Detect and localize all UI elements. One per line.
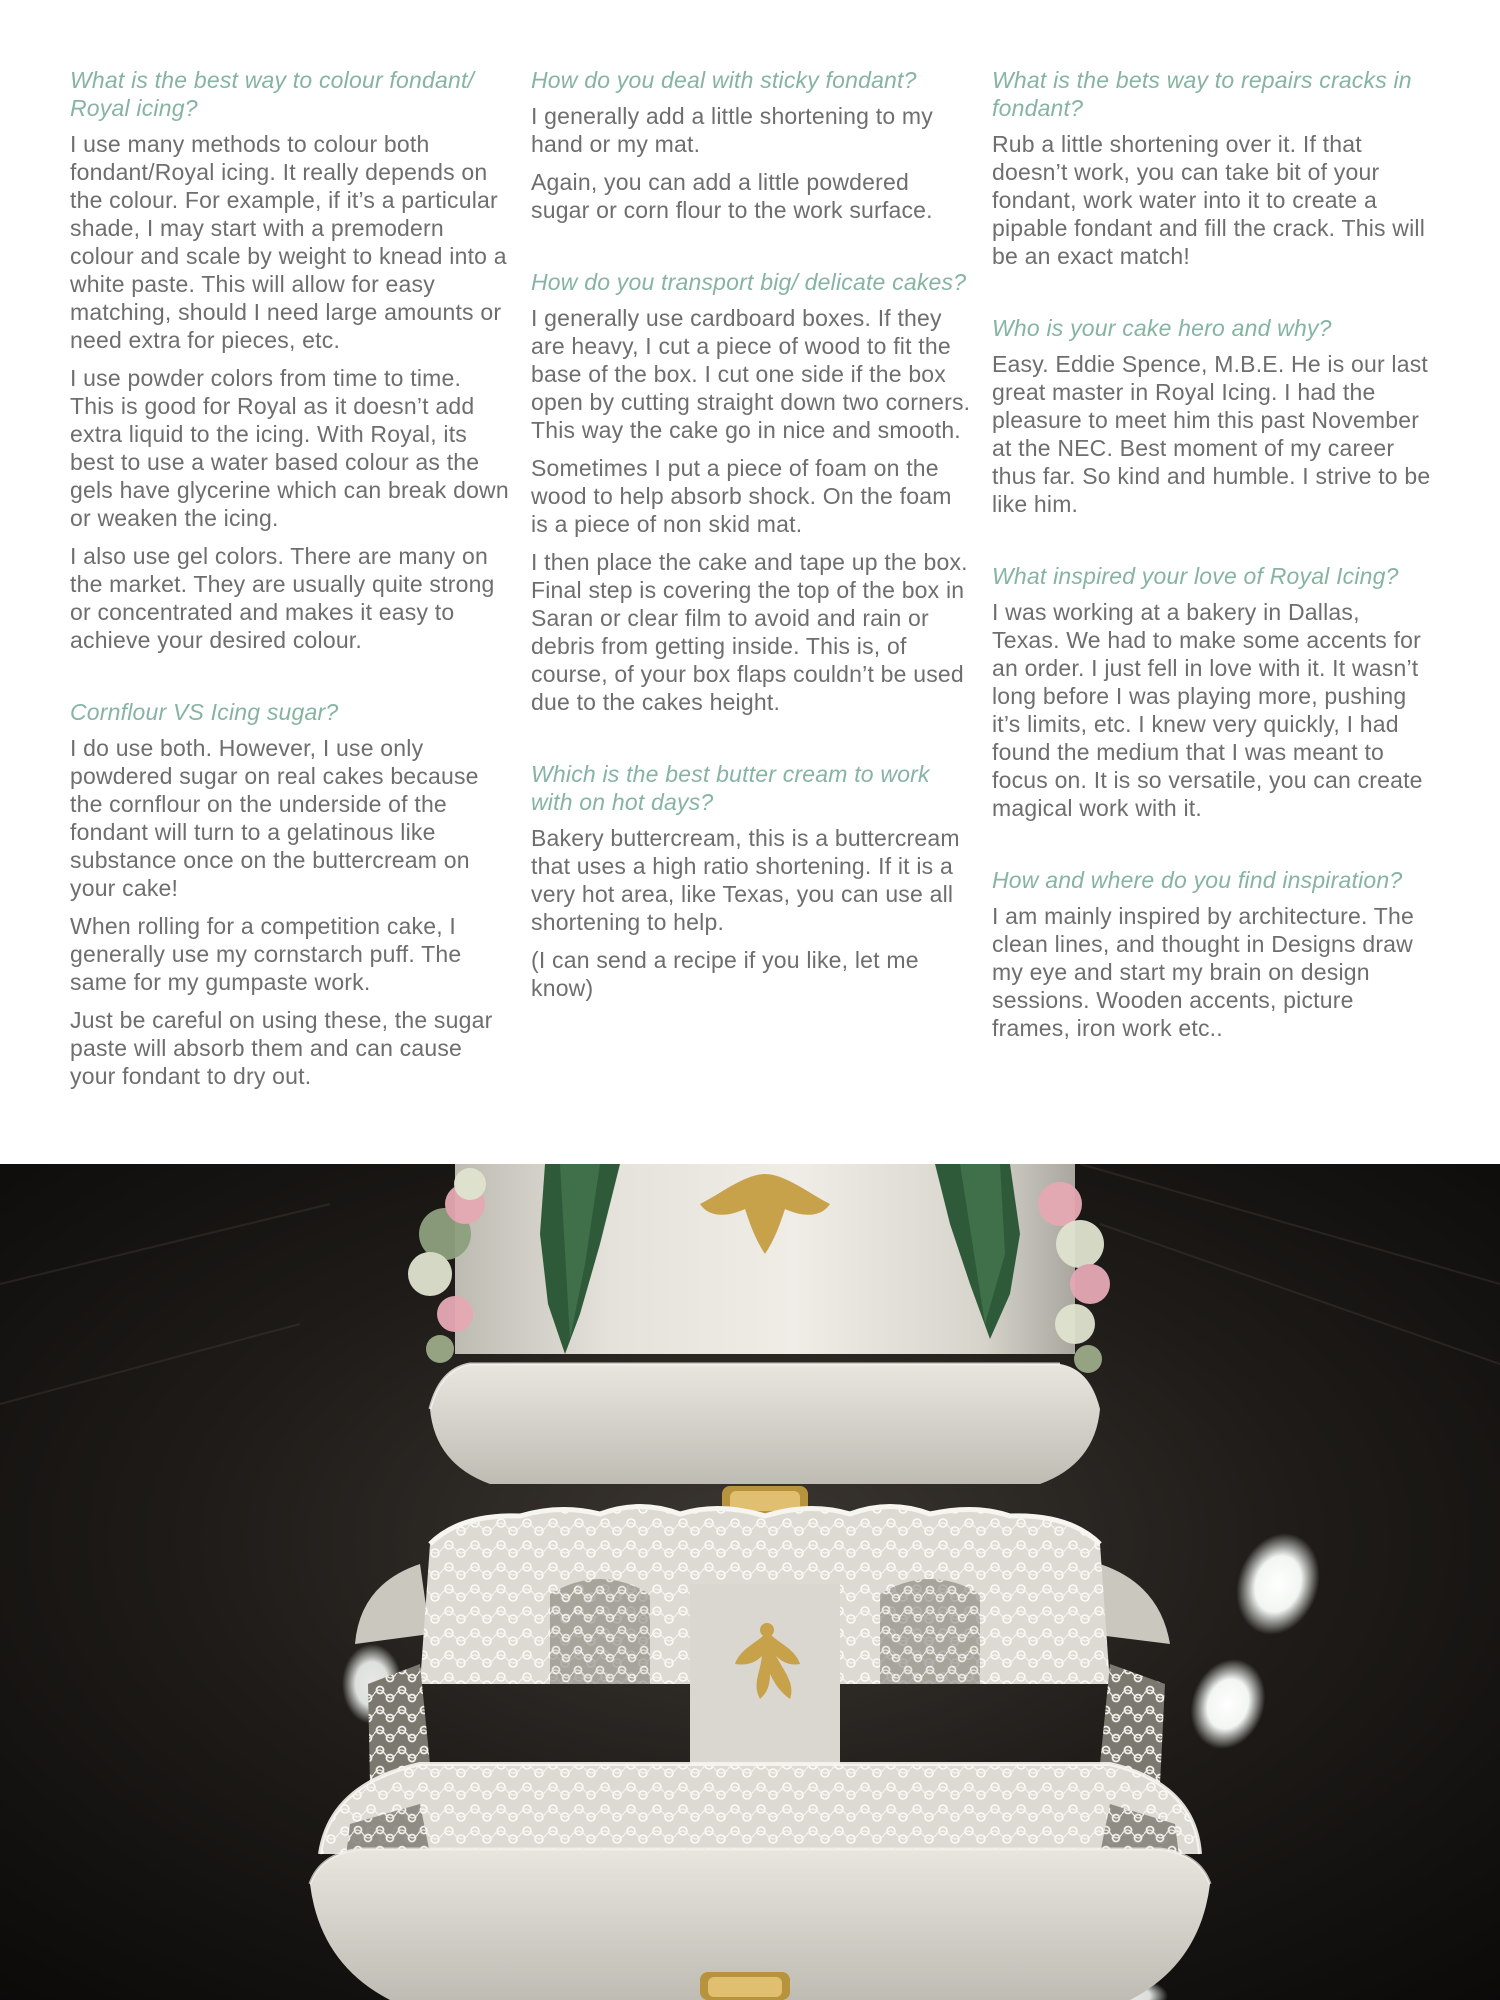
qa-colour-fondant (70, 66, 510, 654)
question-heading: What is the best way to colour fondant/ Royal icing? (70, 67, 475, 121)
answer-paragraph: Bakery buttercream, this is a buttercream that uses a high ratio shortening. If it is a very hot area, like Texas, you can use all shortening to help. (531, 825, 960, 935)
question-heading: How do you deal with sticky fondant? (531, 67, 917, 93)
qa-love-of-royal-icing (992, 562, 1432, 822)
answer-paragraph: Again, you can add a little powdered sugar or corn flour to the work surface. (531, 169, 933, 223)
question-heading: Who is your cake hero and why? (992, 315, 1332, 341)
top-tier (408, 1164, 1110, 1373)
answer-paragraph: Just be careful on using these, the sugar paste will absorb them and can cause your fondant to dry out. (70, 1007, 493, 1089)
question-heading: What is the bets way to repairs cracks in fondant? (992, 67, 1412, 121)
answer-paragraph: Easy. Eddie Spence, M.B.E. He is our last great master in Royal Icing. I had the pleasure to meet him this past November at the NEC. Best moment of my career thus far. So kind and humble. I strive to be like him. (992, 351, 1431, 517)
answer-paragraph: I then place the cake and tape up the box. Final step is covering the top of the box in Saran or clear film to avoid and rain or debris from getting inside. This is, of course, of your box flaps couldn’t be used due to the cakes height. (531, 549, 968, 715)
article-column-3 (992, 66, 1432, 1086)
article-columns (70, 66, 1450, 1146)
article-column-1 (70, 66, 510, 1134)
answer-paragraph: I do use both. However, I use only powdered sugar on real cakes because the cornflour on the underside of the fondant will turn to a gelatinous like substance once on the buttercream on your cake! (70, 735, 479, 901)
cake-illustration (0, 1164, 1500, 2000)
answer-paragraph: I generally use cardboard boxes. If they are heavy, I cut a piece of wood to fit the base of the box. I cut one side if the box open by cutting straight down two corners. This way the cake go in nice and smooth. (531, 305, 971, 443)
article-column-2 (531, 66, 971, 1046)
qa-cornflour-vs-icing-sugar (70, 698, 510, 1090)
question-heading: What inspired your love of Royal Icing? (992, 563, 1399, 589)
question-heading: Cornflour VS Icing sugar? (70, 699, 339, 725)
qa-repair-cracks (992, 66, 1432, 270)
answer-paragraph: When rolling for a competition cake, I generally use my cornstarch puff. The same for my gumpaste work. (70, 913, 462, 995)
qa-buttercream-hot-days (531, 760, 971, 1002)
qa-inspiration (992, 866, 1432, 1042)
answer-paragraph: I am mainly inspired by architecture. The clean lines, and thought in Designs draw my eye and start my brain on design sessions. Wooden accents, picture frames, iron work etc.. (992, 903, 1414, 1041)
answer-paragraph: Rub a little shortening over it. If that doesn’t work, you can take bit of your fondant, work water into it to create a pipable fondant and fill the crack. This will be an exact match! (992, 131, 1426, 269)
qa-sticky-fondant (531, 66, 971, 224)
qa-transport-cakes (531, 268, 971, 716)
question-heading: How do you transport big/ delicate cakes? (531, 269, 967, 295)
answer-paragraph: (I can send a recipe if you like, let me know) (531, 947, 919, 1001)
answer-paragraph: I was working at a bakery in Dallas, Texas. We had to make some accents for an order. I just fell in love with it. It wasn’t long before I was playing more, pushing it’s limits, etc. I knew very quickly, I had found the medium that I was meant to focus on. It is so versatile, you can create magical work with it. (992, 599, 1423, 821)
answer-paragraph: I generally add a little shortening to my hand or my mat. (531, 103, 933, 157)
answer-paragraph: I use powder colors from time to time. This is good for Royal as it doesn’t add extra liquid to the icing. With Royal, its best to use a water based colour as the gels have glycerine which can break down or weaken the icing. (70, 365, 509, 531)
cake-photo (0, 1164, 1500, 2000)
question-heading: How and where do you find inspiration? (992, 867, 1403, 893)
answer-paragraph: I also use gel colors. There are many on the market. They are usually quite strong or concentrated and makes it easy to achieve your desired colour. (70, 543, 495, 653)
answer-paragraph: I use many methods to colour both fondant/Royal icing. It really depends on the colour. For example, if it’s a particular shade, I may start with a premodern colour and scale by weight to knead into a white paste. This will allow for easy matching, should I need large amounts or need extra for pieces, etc. (70, 131, 507, 353)
answer-paragraph: Sometimes I put a piece of foam on the wood to help absorb shock. On the foam is a piece of non skid mat. (531, 455, 952, 537)
qa-cake-hero (992, 314, 1432, 518)
question-heading: Which is the best butter cream to work with on hot days? (531, 761, 930, 815)
